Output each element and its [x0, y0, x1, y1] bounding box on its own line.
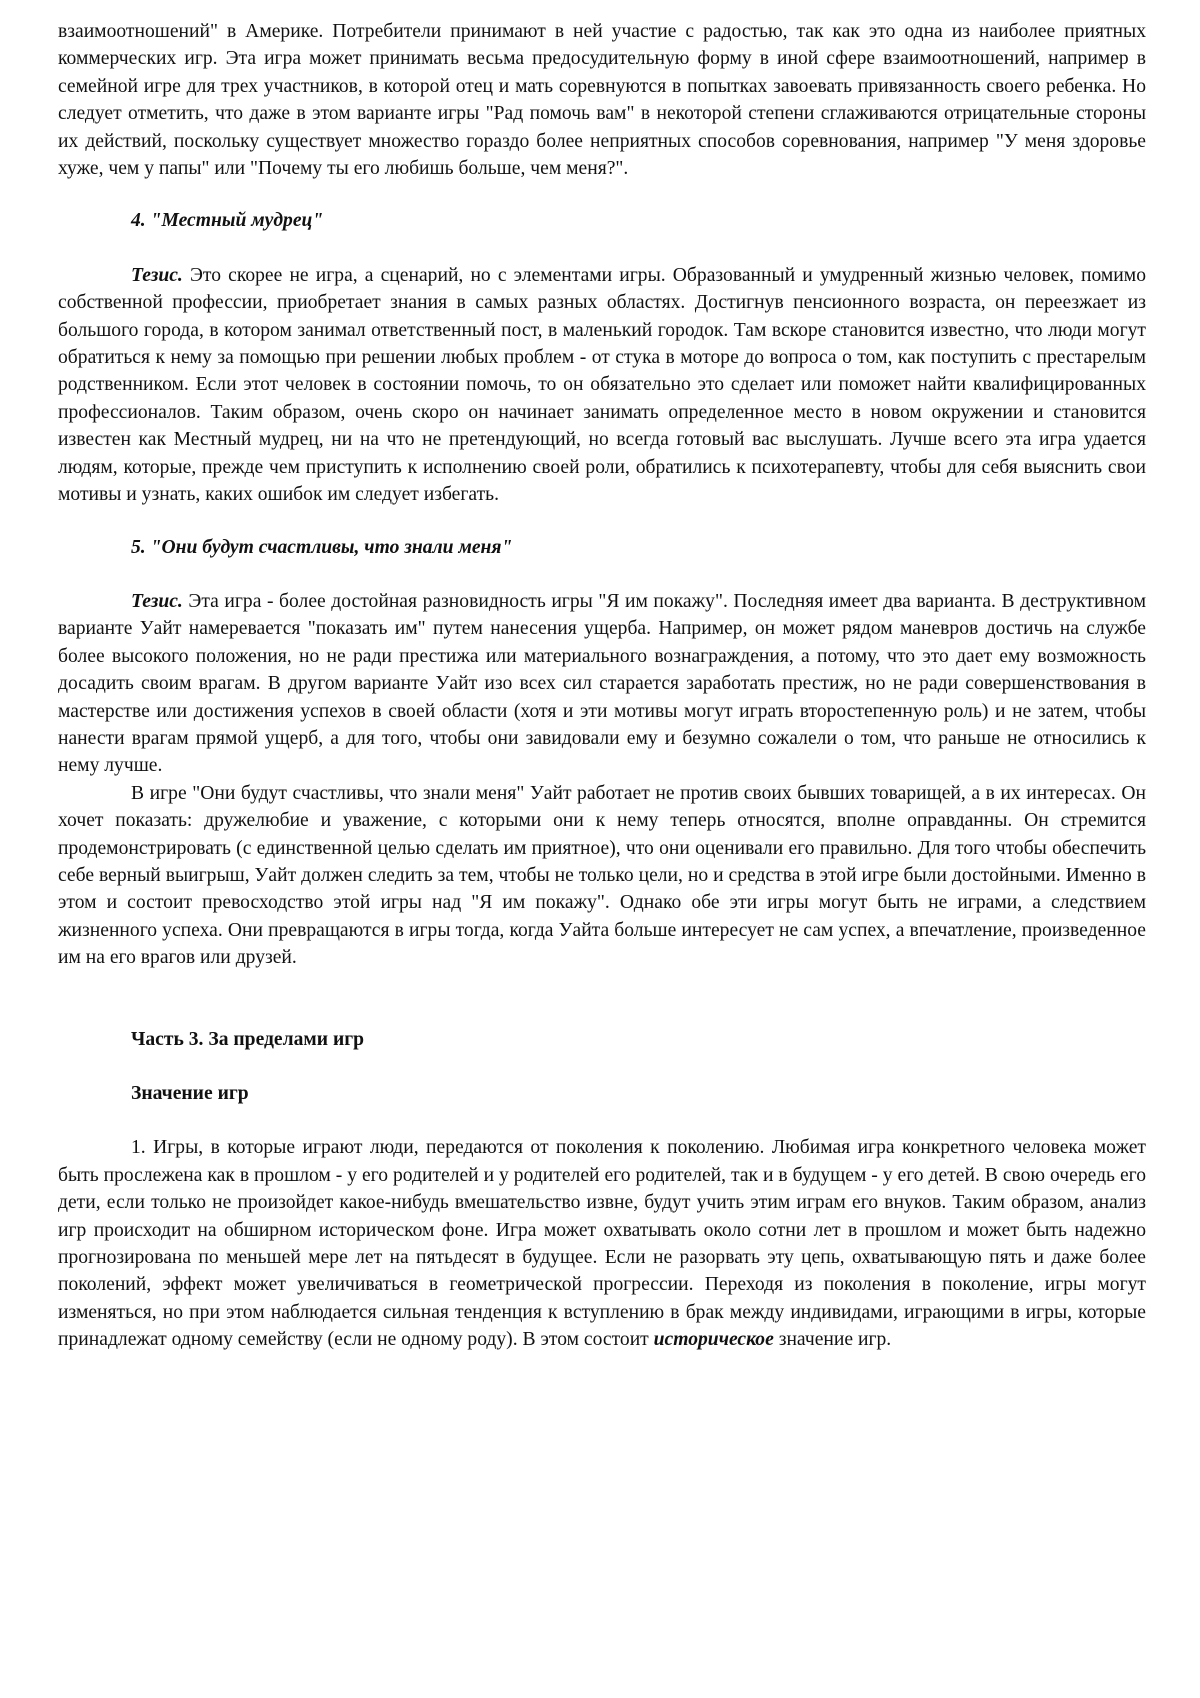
section-4-lead: Тезис. [131, 264, 183, 286]
part-3-text-before: 1. Игры, в которые играют люди, передаются от поколения к поколению. Любимая игра конкретного человека может быть прослежена как в прошлом - у его родителей и у родителей его родителей, так и в будущем - у его детей. В свою очередь его дети, если только не произойдет какое-нибудь вмешательство извне, будут учить этим играм его внуков. Таким образом, анализ игр происходит на обширном историческом фоне. Игра может охватывать около сотни лет в прошлом и может быть надежно прогнозирована по меньшей мере лет на пятьдесят в будущее. Если не разорвать эту цепь, охватывающую пять и даже более поколений, эффект может увеличиваться в геометрической прогрессии. Переходя из поколения в поколение, игры могут изменяться, но при этом наблюдается сильная тенденция к вступлению в брак между индивидами, играющими в игры, которые принадлежат одному семейству (если не одному роду). В этом состоит [58, 1137, 1146, 1351]
section-4-paragraph [58, 262, 1146, 509]
section-5-lead: Тезис. [131, 590, 183, 612]
part-3-subheading: Значение игр [131, 1083, 249, 1104]
section-5-heading: 5. "Они будут счастливы, что знали меня" [131, 536, 513, 558]
section-4-heading: 4. "Местный мудрец" [131, 210, 324, 232]
section-5-text: Эта игра - более достойная разновидность игры "Я им покажу". Последняя имеет два варианта. В деструктивном варианте Уайт намеревается "показать им" путем нанесения ущерба. Например, он может рядом маневров достичь на службе более высокого положения, но не ради престижа или материального вознаграждения, а потому, что это дает ему возможность досадить своим врагам. В другом варианте Уайт изо всех сил старается заработать престиж, но не ради совершенствования в мастерстве или достижения успехов в своей области (хотя и эти мотивы могут играть второстепенную роль) и не затем, чтобы нанести врагам прямой ущерб, а для того, чтобы они завидовали ему и безумно сожалели о том, что раньше не относились к нему лучше. [58, 590, 1146, 777]
section-4-text: Это скорее не игра, а сценарий, но с элементами игры. Образованный и умудренный жизнью человек, помимо собственной профессии, приобретает знания в самых разных областях. Достигнув пенсионного возраста, он переезжает из большого города, в котором занимал ответственный пост, в маленький городок. Там вскоре становится известно, что люди могут обратиться к нему за помощью при решении любых проблем - от стука в моторе до вопроса о том, как поступить с престарелым родственником. Если этот человек в состоянии помочь, то он обязательно это сделает или поможет найти квалифицированных профессионалов. Таким образом, очень скоро он начинает занимать определенное место в новом окружении и становится известен как Местный мудрец, ни на что не претендующий, но всегда готовый вас выслушать. Лучше всего эта игра удается людям, которые, прежде чем приступить к исполнению своей роли, обратились к психотерапевту, чтобы для себя выяснить свои мотивы и узнать, каких ошибок им следует избегать. [58, 264, 1146, 506]
part-3-paragraph-1 [58, 1134, 1146, 1353]
intro-paragraph: взаимоотношений" в Америке. Потребители принимают в ней участие с радостью, так как это одна из наиболее приятных коммерческих игр. Эта игра может принимать весьма предосудительную форму в иной сфере взаимоотношений, например в семейной игре для трех участников, в которой отец и мать соревнуются в попытках завоевать привязанность своего ребенка. Но следует отметить, что даже в этом варианте игры "Рад помочь вам" в некоторой степени сглаживаются отрицательные стороны их действий, поскольку существует множество гораздо более неприятных способов соревнования, например "У меня здоровье хуже, чем у папы" или "Почему ты его любишь больше, чем меня?". [58, 21, 1146, 180]
part-3-text-after: значение игр. [773, 1329, 892, 1351]
document-page [58, 18, 1146, 1354]
part-3-emphasis: историческое [653, 1329, 774, 1351]
section-5-paragraph-1 [58, 588, 1146, 780]
part-3-heading: Часть 3. За пределами игр [131, 1028, 365, 1050]
section-5-paragraph-2: В игре "Они будут счастливы, что знали меня" Уайт работает не против своих бывших товарищей, а в их интересах. Он хочет показать: дружелюбие и уважение, с которыми они к нему теперь относятся, вполне оправданны. Он стремится продемонстрировать (с единственной целью сделать им приятное), что они оценивали его правильно. Для того чтобы обеспечить себе верный выигрыш, Уайт должен следить за тем, чтобы не только цели, но и средства в этой игре были достойными. Именно в этом и состоит превосходство этой игры над "Я им покажу". Однако обе эти игры могут быть не играми, а следствием жизненного успеха. Они превращаются в игры тогда, когда Уайта больше интересует не сам успех, а впечатление, произведенное им на его врагов или друзей. [58, 782, 1146, 969]
